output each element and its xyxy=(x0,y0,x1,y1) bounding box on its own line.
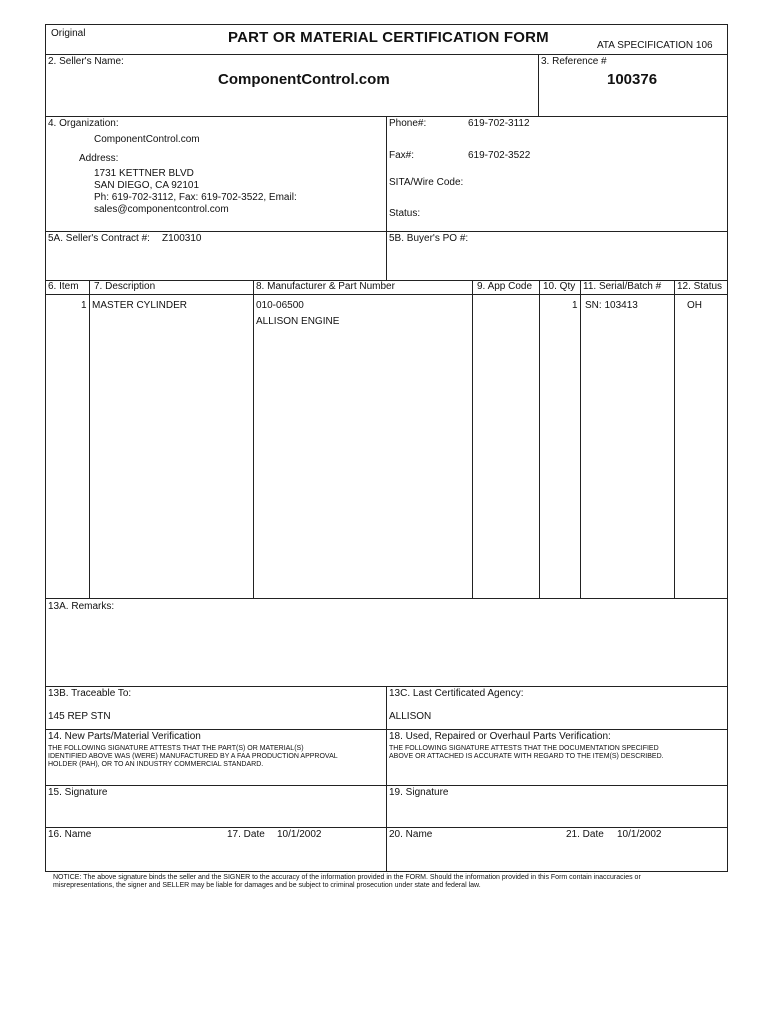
name-label-left: 16. Name xyxy=(48,829,92,840)
item-part-number: 010-06500 xyxy=(256,300,304,311)
seller-contract-label: 5A. Seller's Contract #: xyxy=(48,233,150,244)
divider xyxy=(386,116,387,280)
notice-text: misrepresentations, the signer and SELLER may be liable for damages and be subject to criminal prosecution under state and federal law. xyxy=(53,882,481,889)
status-label: Status: xyxy=(389,208,421,219)
divider xyxy=(45,231,728,232)
organization-label: 4. Organization: xyxy=(48,118,119,129)
traceable-value: 145 REP STN xyxy=(48,711,111,722)
date-value-left: 10/1/2002 xyxy=(277,829,322,840)
signature-label-left: 15. Signature xyxy=(48,787,108,798)
reference-value: 100376 xyxy=(607,71,658,88)
divider xyxy=(472,280,473,598)
used-parts-text: THE FOLLOWING SIGNATURE ATTESTS THAT THE DOCUMENTATION SPECIFIED xyxy=(389,745,659,752)
item-status: OH xyxy=(687,300,702,311)
divider xyxy=(45,598,728,599)
col-header-qty: 10. Qty xyxy=(543,281,576,292)
used-parts-label: 18. Used, Repaired or Overhaul Parts Verification: xyxy=(389,731,611,742)
fax-value: 619-702-3522 xyxy=(468,150,531,161)
new-parts-label: 14. New Parts/Material Verification xyxy=(48,731,201,742)
divider xyxy=(45,827,728,828)
item-qty: 1 xyxy=(572,300,578,311)
item-number: 1 xyxy=(81,300,87,311)
last-agency-value: ALLISON xyxy=(389,711,432,722)
divider xyxy=(45,729,728,730)
address-label: Address: xyxy=(79,153,119,164)
divider xyxy=(253,280,254,598)
col-header-app-code: 9. App Code xyxy=(477,281,533,292)
date-label-left: 17. Date xyxy=(227,829,265,840)
original-label: Original xyxy=(51,28,86,39)
traceable-label: 13B. Traceable To: xyxy=(48,688,132,699)
date-value-right: 10/1/2002 xyxy=(617,829,662,840)
address-line: SAN DIEGO, CA 92101 xyxy=(94,180,200,191)
item-serial: SN: 103413 xyxy=(585,300,638,311)
divider xyxy=(539,280,540,598)
seller-contract-value: Z100310 xyxy=(162,233,202,244)
col-header-item: 6. Item xyxy=(48,281,79,292)
item-description: MASTER CYLINDER xyxy=(92,300,188,311)
col-header-part-number: 8. Manufacturer & Part Number xyxy=(256,281,395,292)
buyer-po-label: 5B. Buyer's PO #: xyxy=(389,233,469,244)
divider xyxy=(538,54,539,116)
col-header-description: 7. Description xyxy=(94,281,156,292)
divider xyxy=(89,280,90,598)
seller-name-value: ComponentControl.com xyxy=(218,71,390,88)
address-line: 1731 KETTNER BLVD xyxy=(94,168,194,179)
remarks-label: 13A. Remarks: xyxy=(48,601,115,612)
divider xyxy=(674,280,675,598)
item-manufacturer: ALLISON ENGINE xyxy=(256,316,340,327)
reference-label: 3. Reference # xyxy=(541,56,607,67)
sita-label: SITA/Wire Code: xyxy=(389,177,464,188)
notice-text: NOTICE: The above signature binds the seller and the SIGNER to the accuracy of the information provided in the FORM. Should the information provided in this Form contain inaccuracies or xyxy=(53,874,641,881)
ata-spec: ATA SPECIFICATION 106 xyxy=(597,40,713,51)
phone-value: 619-702-3112 xyxy=(468,118,530,129)
new-parts-text: THE FOLLOWING SIGNATURE ATTESTS THAT THE PART(S) OR MATERIAL(S) xyxy=(48,745,304,752)
address-line: sales@componentcontrol.com xyxy=(94,204,229,215)
address-line: Ph: 619-702-3112, Fax: 619-702-3522, Email: xyxy=(94,192,297,203)
last-agency-label: 13C. Last Certificated Agency: xyxy=(389,688,524,699)
divider xyxy=(386,686,387,872)
new-parts-text: HOLDER (PAH), OR TO AN INDUSTRY COMMERCIAL STANDARD. xyxy=(48,761,264,768)
seller-name-label: 2. Seller's Name: xyxy=(48,56,124,67)
divider xyxy=(45,54,728,55)
fax-label: Fax#: xyxy=(389,150,415,161)
signature-label-right: 19. Signature xyxy=(389,787,449,798)
used-parts-text: ABOVE OR ATTACHED IS ACCURATE WITH REGARD TO THE ITEM(S) DESCRIBED. xyxy=(389,753,664,760)
date-label-right: 21. Date xyxy=(566,829,604,840)
organization-name: ComponentControl.com xyxy=(94,134,200,145)
col-header-status: 12. Status xyxy=(677,281,723,292)
divider xyxy=(45,785,728,786)
name-label-right: 20. Name xyxy=(389,829,433,840)
divider xyxy=(45,294,728,295)
divider xyxy=(580,280,581,598)
form-title: PART OR MATERIAL CERTIFICATION FORM xyxy=(228,29,549,46)
phone-label: Phone#: xyxy=(389,118,427,129)
col-header-serial: 11. Serial/Batch # xyxy=(583,281,662,292)
new-parts-text: IDENTIFIED ABOVE WAS (WERE) MANUFACTURED BY A FAA PRODUCTION APPROVAL xyxy=(48,753,338,760)
